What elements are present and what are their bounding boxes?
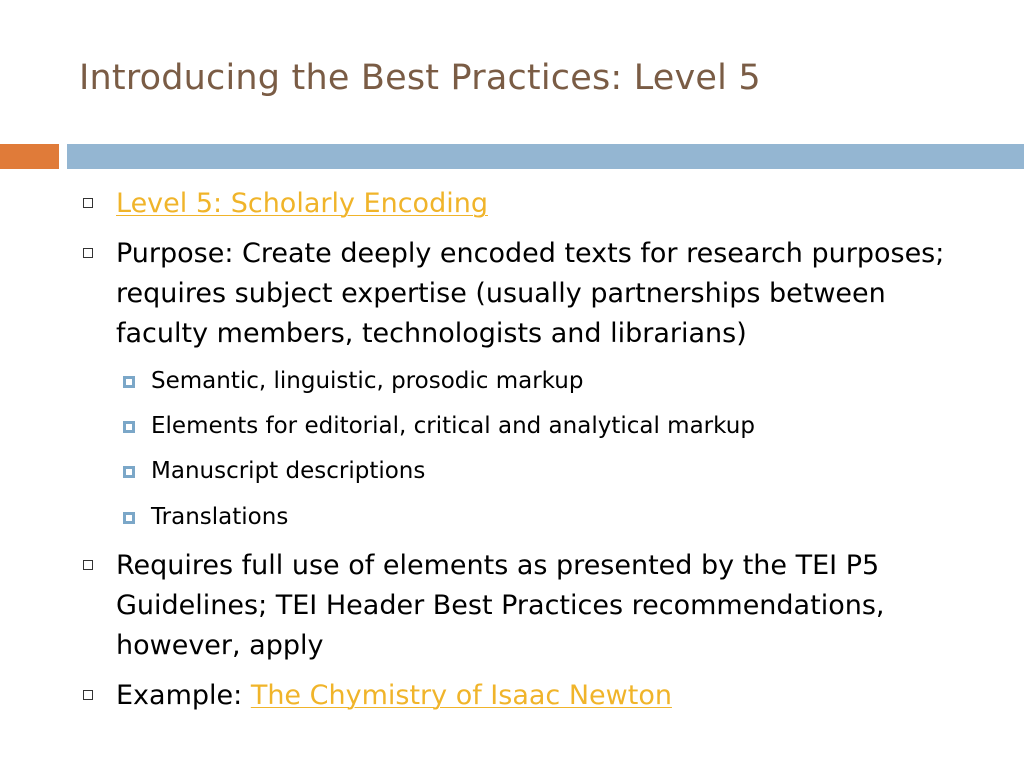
sub-item-label: Semantic, linguistic, prosodic markup [151,368,584,394]
bullet-item-requires [116,546,986,666]
requires-text: Requires full use of elements as presented by the TEI P5 Guidelines; TEI Header Best Practices recommendations, however, apply [116,550,885,661]
hollow-square-bullet-icon [83,198,93,208]
bullet-item-purpose [116,234,986,354]
filled-square-bullet-icon [123,466,135,478]
level5-scholarly-encoding-link[interactable]: Level 5: Scholarly Encoding [116,188,488,219]
sub-item-label: Translations [151,504,289,530]
sub-item-manuscript [151,456,951,486]
slide-title: Introducing the Best Practices: Level 5 [79,58,761,98]
bullet-item-level5 [116,184,986,224]
sub-item-elements [151,411,951,441]
sub-item-semantic [151,366,951,396]
hollow-square-bullet-icon [83,248,93,258]
example-prefix: Example: [116,680,251,711]
sub-item-translations [151,502,951,532]
filled-square-bullet-icon [123,376,135,388]
purpose-text: Purpose: Create deeply encoded texts for research purposes; requires subject expertise (usually partnerships between faculty members, technologists and librarians) [116,238,945,349]
sub-item-label: Elements for editorial, critical and analytical markup [151,413,755,439]
bullet-item-example [116,676,986,716]
chymistry-isaac-newton-link[interactable]: The Chymistry of Isaac Newton [250,680,672,711]
hollow-square-bullet-icon [83,560,93,570]
hollow-square-bullet-icon [83,690,93,700]
filled-square-bullet-icon [123,421,135,433]
filled-square-bullet-icon [123,512,135,524]
sub-item-label: Manuscript descriptions [151,458,426,484]
